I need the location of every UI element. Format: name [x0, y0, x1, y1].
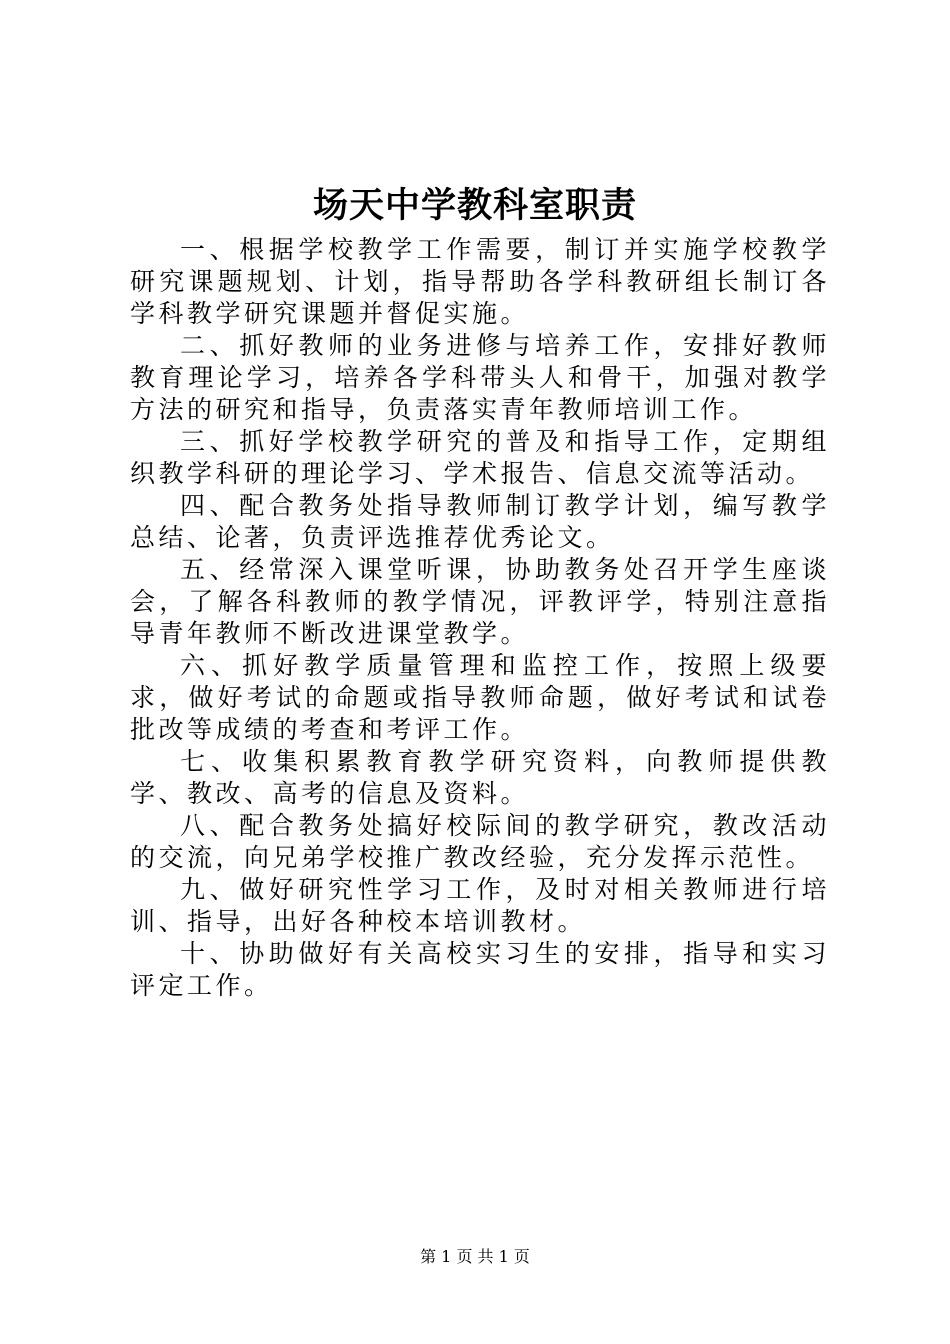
paragraph-4: 四、配合教务处指导教师制订教学计划，编写教学总结、论著，负责评选推荐优秀论文。: [130, 491, 830, 552]
paragraph-1: 一、根据学校教学工作需要，制订并实施学校教学研究课题规划、计划，指导帮助各学科教研组长制订各学科教学研究课题并督促实施。: [130, 235, 830, 328]
paragraph-3: 三、抓好学校教学研究的普及和指导工作，定期组织教学科研的理论学习、学术报告、信息交流等活动。: [130, 427, 830, 488]
page-footer: 第 1 页 共 1 页: [420, 1247, 530, 1266]
paragraph-2: 二、抓好教师的业务进修与培养工作，安排好教师教育理论学习，培养各学科带头人和骨干，加强对教学方法的研究和指导，负责落实青年教师培训工作。: [130, 331, 830, 424]
document-body: [130, 234, 830, 1002]
paragraph-5: 五、经常深入课堂听课，协助教务处召开学生座谈会，了解各科教师的教学情况，评教评学，特别注意指导青年教师不断改进课堂教学。: [130, 555, 830, 648]
paragraph-6: 六、抓好教学质量管理和监控工作，按照上级要求，做好考试的命题或指导教师命题，做好考试和试卷批改等成绩的考查和考评工作。: [130, 651, 830, 744]
paragraph-9: 九、做好研究性学习工作，及时对相关教师进行培训、指导，出好各种校本培训教材。: [130, 875, 830, 936]
paragraph-8: 八、配合教务处搞好校际间的教学研究，教改活动的交流，向兄弟学校推广教改经验，充分发挥示范性。: [130, 811, 830, 872]
paragraph-7: 七、收集积累教育教学研究资料，向教师提供教学、教改、高考的信息及资料。: [130, 747, 830, 808]
document-title: 场天中学教科室职责: [312, 185, 637, 226]
paragraph-10: 十、协助做好有关高校实习生的安排，指导和实习评定工作。: [130, 939, 830, 1000]
